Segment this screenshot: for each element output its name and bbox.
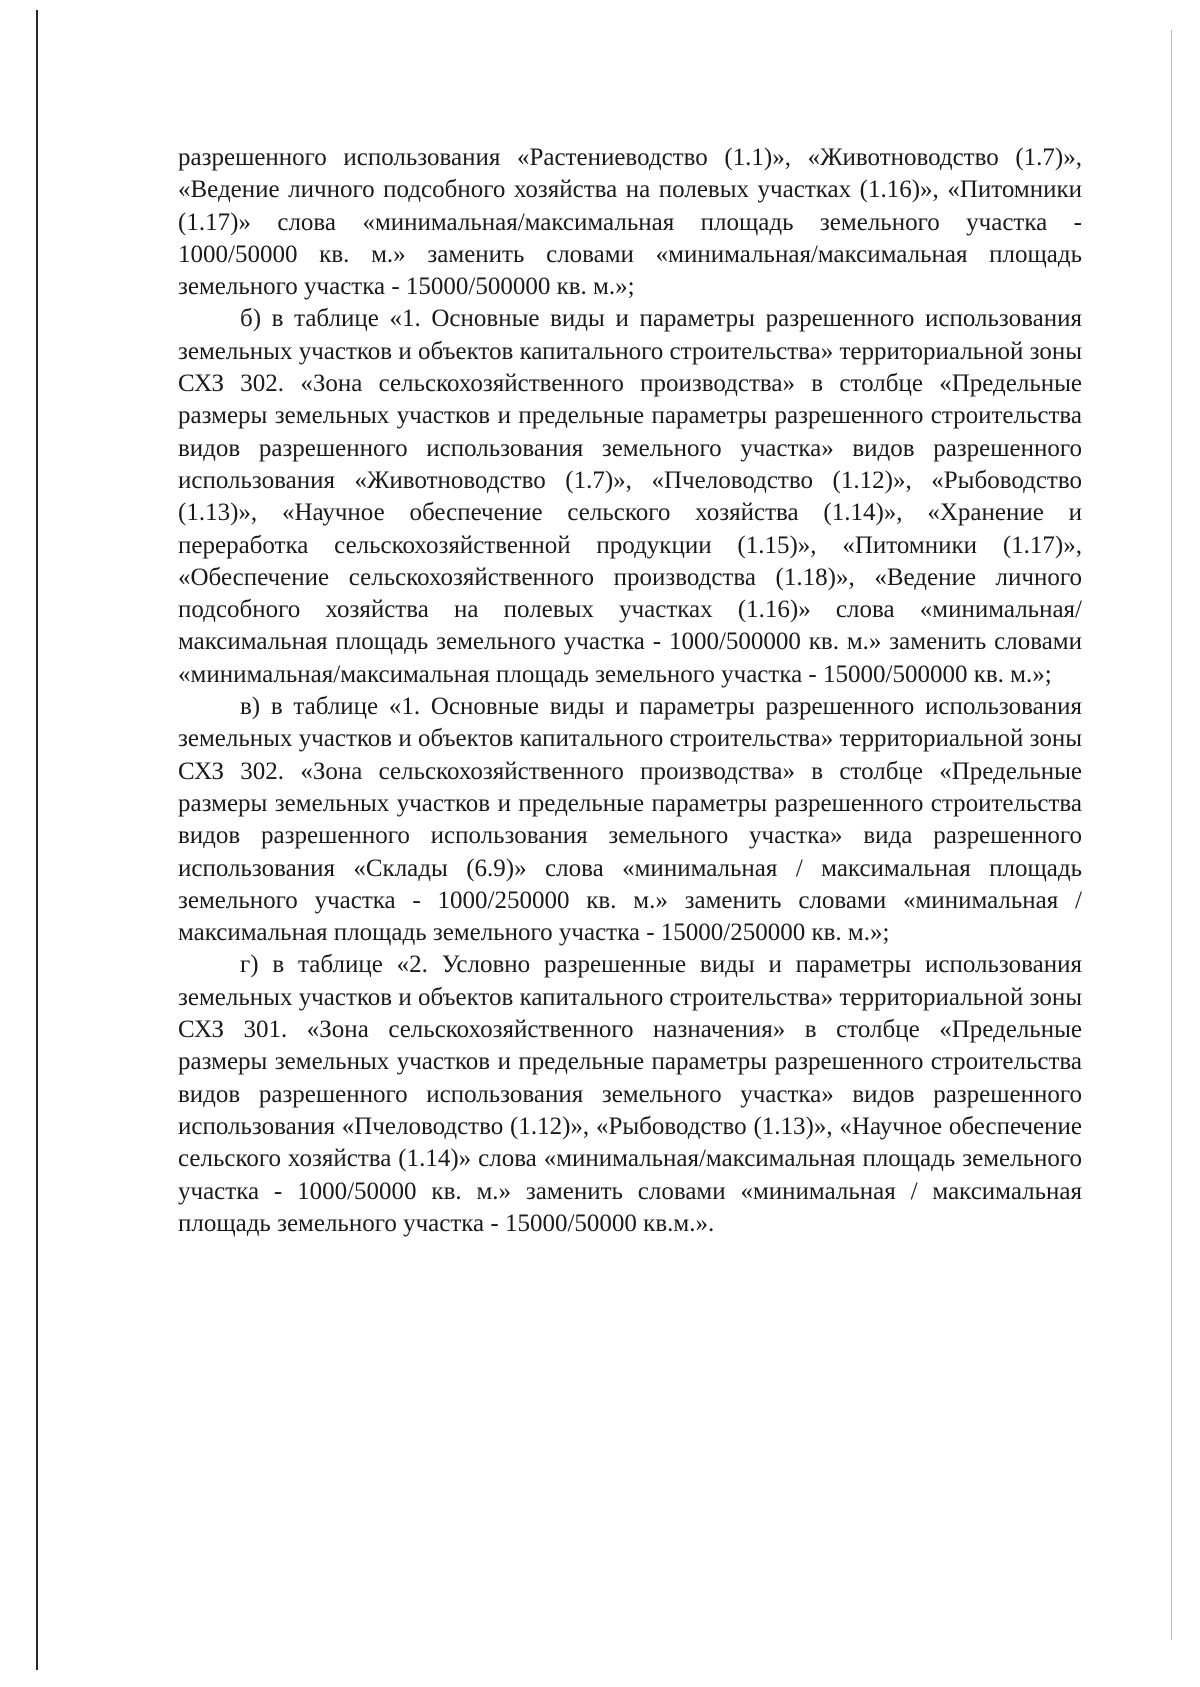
scan-edge-right <box>1171 30 1172 1640</box>
paragraph-g: г) в таблице «2. Условно разрешенные виды и параметры использования земельных участков и объектов капитального строительства» территориальной зоны СХЗ 301. «Зона сельскохозяйственного назначения» в столбце «Предельные размеры земельных участков и предельные параметры разрешенного строительства видов разрешенного использования земельного участка» видов разрешенного использования «Пчеловодство (1.12)», «Рыбоводство (1.13)», «Научное обеспечение сельского хозяйства (1.14)» слова «минимальная/максимальная площадь земельного участка - 1000/50000 кв. м.» заменить словами «минимальная / максимальная площадь земельного участка - 15000/50000 кв.м.». <box>178 951 1082 1237</box>
paragraph-v: в) в таблице «1. Основные виды и параметры разрешенного использования земельных участков и объектов капитального строительства» территориальной зоны СХЗ 302. «Зона сельскохозяйственного производства» в столбце «Предельные размеры земельных участков и предельные параметры разрешенного строительства видов разрешенного использования земельного участка» вида разрешенного использования «Склады (6.9)» слова «минимальная / максимальная площадь земельного участка - 1000/250000 кв. м.» заменить словами «минимальная / максимальная площадь земельного участка - 15000/250000 кв. м.»; <box>178 693 1082 947</box>
scan-edge-left <box>36 10 38 1670</box>
paragraph-b: б) в таблице «1. Основные виды и параметры разрешенного использования земельных участков и объектов капитального строительства» территориальной зоны СХЗ 302. «Зона сельскохозяйственного производства» в столбце «Предельные размеры земельных участков и предельные параметры разрешенного строительства видов разрешенного использования земельного участка» видов разрешенного использования «Животноводство (1.7)», «Пчеловодство (1.12)», «Рыбоводство (1.13)», «Научное обеспечение сельского хозяйства (1.14)», «Хранение и переработка сельскохозяйственной продукции (1.15)», «Питомники (1.17)», «Обеспечение сельскохозяйственного производства (1.18)», «Ведение личного подсобного хозяйства на полевых участках (1.16)» слова «минимальная/максимальная площадь земельного участка - 1000/500000 кв. м.» заменить словами «минимальная/максимальная площадь земельного участка - 15000/500000 кв. м.»; <box>178 305 1082 688</box>
paragraph-continuation: разрешенного использования «Растениеводство (1.1)», «Животноводство (1.7)», «Ведение личного подсобного хозяйства на полевых участках (1.16)», «Питомники (1.17)» слова «минимальная/максимальная площадь земельного участка - 1000/50000 кв. м.» заменить словами «минимальная/максимальная площадь земельного участка - 15000/500000 кв. м.»; <box>178 144 1082 301</box>
document-body <box>178 142 1082 1240</box>
